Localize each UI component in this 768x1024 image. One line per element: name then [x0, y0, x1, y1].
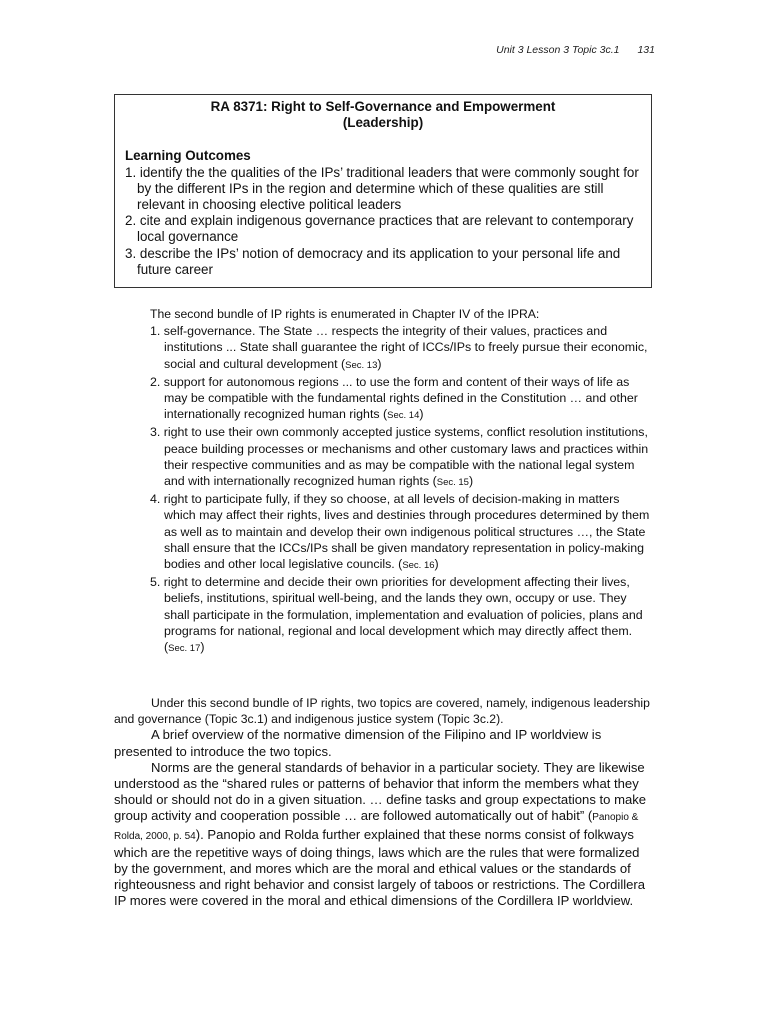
ip-rights-bundle	[150, 306, 652, 657]
body-text	[114, 695, 654, 910]
section-ref: Sec. 14	[387, 410, 420, 422]
rights-item: 1. self-governance. The State … respects the integrity of their values, practices and institutions ... State shall guarantee the right of ICCs/IPs to freely pursue their economic, social and cultural development (Sec. 13)	[150, 324, 648, 371]
rights-item: 3. right to use their own commonly accepted justice systems, conflict resolution institutions, peace building processes or mechanisms and other customary laws and practices within their respective communities and as may be compatible with the national legal system and with internationally recognized human rights (Sec. 15)	[150, 425, 649, 489]
box-title-line-1: RA 8371: Right to Self-Governance and Empowerment	[210, 99, 556, 114]
learning-outcome-item: 3. describe the IPs’ notion of democracy and its application to your personal life and future career	[125, 245, 621, 277]
section-ref: Sec. 17	[168, 643, 201, 655]
citation: Panopio & Rolda, 2000, p. 54	[114, 812, 639, 842]
box-title-line-2: (Leadership)	[342, 115, 424, 131]
page-number: 131	[637, 44, 655, 56]
rights-item: 4. right to participate fully, if they so choose, at all levels of decision-making in matters which may affect their rights, lives and destinies through procedures determined by them as well as to maintain and develop their own indigenous political structures …, the State shall ensure that the ICCs/IPs shall be given mandatory representation in policy-making bodies and other local legislative councils. (Sec. 16)	[150, 492, 650, 572]
bundle-intro: The second bundle of IP rights is enumerated in Chapter IV of the IPRA:	[150, 307, 540, 321]
learning-outcomes-heading: Learning Outcomes	[125, 148, 251, 164]
rights-list	[150, 323, 652, 657]
paragraph-norms: Norms are the general standards of behavior in a particular society. They are likewise understood as the “shared rules or patterns of behavior that inform the members what they should or should not do in a given situation. … define tasks and group expectations to make group activity and cooperation possible … are followed automatically out of habit” (Panopio & Rolda, 2000, p. 54). Panopio and Rolda further explained that these norms consist of folkways which are the repetitive ways of doing things, laws which are the rules that were formalized by the government, and mores which are the moral and ethical values or the standards of righteousness and right behavior and consist largely of taboos or restrictions. The Cordillera IP mores were covered in the moral and ethical dimensions of the Cordillera IP worldview.	[114, 759, 647, 909]
section-ref: Sec. 13	[345, 359, 378, 371]
learning-outcomes-box	[114, 94, 652, 288]
learning-outcome-item: 1. identify the the qualities of the IPs’ traditional leaders that were commonly sought for by the different IPs in the region and determine which of these qualities are still relevant in choosing elective political leaders	[125, 164, 639, 213]
rights-item: 2. support for autonomous regions ... to use the form and content of their ways of life as may be compatible with the fundamental rights defined in the Constitution … and other internationally recognized human rights (Sec. 14)	[150, 374, 638, 422]
running-header	[0, 44, 655, 56]
learning-outcomes-list	[125, 165, 641, 278]
paragraph-overview: A brief overview of the normative dimension of the Filipino and IP worldview is presented to introduce the two topics.	[114, 727, 602, 759]
learning-outcome-item: 2. cite and explain indigenous governance practices that are relevant to contemporary local governance	[125, 213, 634, 245]
section-ref: Sec. 15	[436, 477, 469, 489]
running-title: Unit 3 Lesson 3 Topic 3c.1	[496, 44, 620, 56]
rights-item: 5. right to determine and decide their own priorities for development affecting their lives, beliefs, institutions, spiritual well-being, and the lands they own, occupy or use. They shall participate in the formulation, implementation and evaluation of policies, plans and programs for national, regional and local development which may directly affect them. (Sec. 17)	[150, 575, 643, 655]
section-ref: Sec. 16	[402, 560, 435, 572]
paragraph-topics: Under this second bundle of IP rights, two topics are covered, namely, indigenous leadership and governance (Topic 3c.1) and indigenous justice system (Topic 3c.2).	[114, 696, 650, 727]
